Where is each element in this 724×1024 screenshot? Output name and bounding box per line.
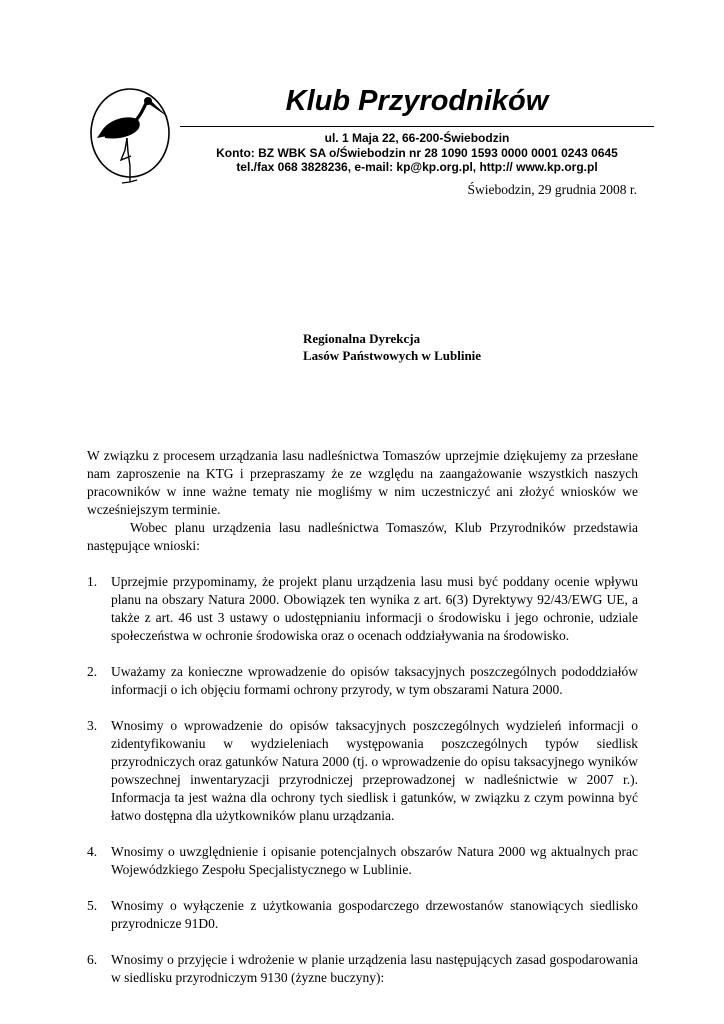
letter-date: Świebodzin, 29 grudnia 2008 r. (467, 182, 637, 197)
list-item-text: Wnosimy o przyjęcie i wdrożenie w planie urządzenia lasu następujących zasad gospodarowania w siedlisku przyrodniczym 9130 (żyzne buczyny): (111, 952, 638, 985)
contact-line: tel./fax 068 3828236, e-mail: kp@kp.org.pl, http:// www.kp.org.pl (236, 160, 598, 174)
recipient-line-1: Regionalna Dyrekcja (303, 331, 421, 346)
list-item-number: 6. (87, 952, 98, 967)
list-item (87, 951, 638, 987)
requests-lead-paragraph: Wobec planu urządzenia lasu nadleśnictwa Tomaszów, Klub Przyrodników przedstawia następujące wnioski: (87, 520, 638, 553)
bank-account-line: Konto: BZ WBK SA o/Świebodzin nr 28 1090 1593 0000 0001 0243 0645 (216, 145, 618, 160)
list-item-number: 1. (87, 574, 98, 589)
list-item (87, 717, 638, 825)
list-item-number: 4. (87, 844, 98, 859)
requests-list (87, 573, 638, 987)
list-item-text: Uważamy za konieczne wprowadzenie do opisów taksacyjnych poszczególnych pododdziałów informacji o ich objęciu formami ochrony przyrody, w tym obszarami Natura 2000. (111, 664, 638, 697)
list-item-number: 2. (87, 664, 98, 679)
recipient-block (303, 330, 481, 364)
stork-logo-icon (89, 86, 171, 186)
list-item-text: Wnosimy o wyłączenie z użytkowania gospodarczego drzewostanów stanowiących siedlisko przyrodnicze 91D0. (111, 898, 638, 931)
list-item (87, 573, 638, 645)
list-item (87, 897, 638, 933)
organization-name: Klub Przyrodników (285, 85, 549, 117)
intro-paragraph: W związku z procesem urządzania lasu nadleśnictwa Tomaszów uprzejmie dziękujemy za przesłane nam zaproszenie na KTG i przepraszamy że ze względu na zaangażowanie wszystkich naszych pracowników w inne ważne tematy nie mogliśmy w nim uczestniczyć ani złożyć wniosków we wcześniejszym terminie. (87, 448, 638, 517)
list-item-number: 3. (87, 718, 98, 733)
list-item-text: Wnosimy o wprowadzenie do opisów taksacyjnych poszczególnych wydzieleń informacji o zidentyfikowaniu w wydzieleniach występowania poszczególnych typów siedlisk przyrodniczych oraz gatunków Natura 2000 (tj. o wprowadzenie do opisu taksacyjnego wyników powszechnej inwentaryzacji przyrodniczej przeprowadzonej w nadleśnictwie w 2007 r.). Informacja ta jest ważna dla ochrony tych siedlisk i gatunków, w związku z czym powinna być łatwo dostępna dla użytkowników planu urządzania. (111, 718, 638, 823)
list-item-text: Uprzejmie przypominamy, że projekt planu urządzenia lasu musi być poddany ocenie wpływu planu na obszary Natura 2000. Obowiązek ten wynika z art. 6(3) Dyrektywy 92/43/EWG UE, a także z art. 46 ust 3 ustawy o udostępnianiu informacji o środowisku i jego ochronie, udziale społeczeństwa w ochronie środowiska oraz o ocenach oddziaływania na środowisko. (111, 574, 638, 643)
list-item-text: Wnosimy o uwzględnienie i opisanie potencjalnych obszarów Natura 2000 wg aktualnych prac Wojewódzkiego Zespołu Specjalistycznego w Lublinie. (111, 844, 638, 877)
letterhead-details (180, 131, 654, 175)
list-item (87, 663, 638, 699)
letter-body (87, 447, 638, 1005)
list-item (87, 843, 638, 879)
header-divider (180, 126, 654, 127)
list-item-number: 5. (87, 898, 98, 913)
recipient-line-2: Lasów Państwowych w Lublinie (303, 348, 482, 363)
address-line: ul. 1 Maja 22, 66-200-Świebodzin (324, 131, 510, 145)
